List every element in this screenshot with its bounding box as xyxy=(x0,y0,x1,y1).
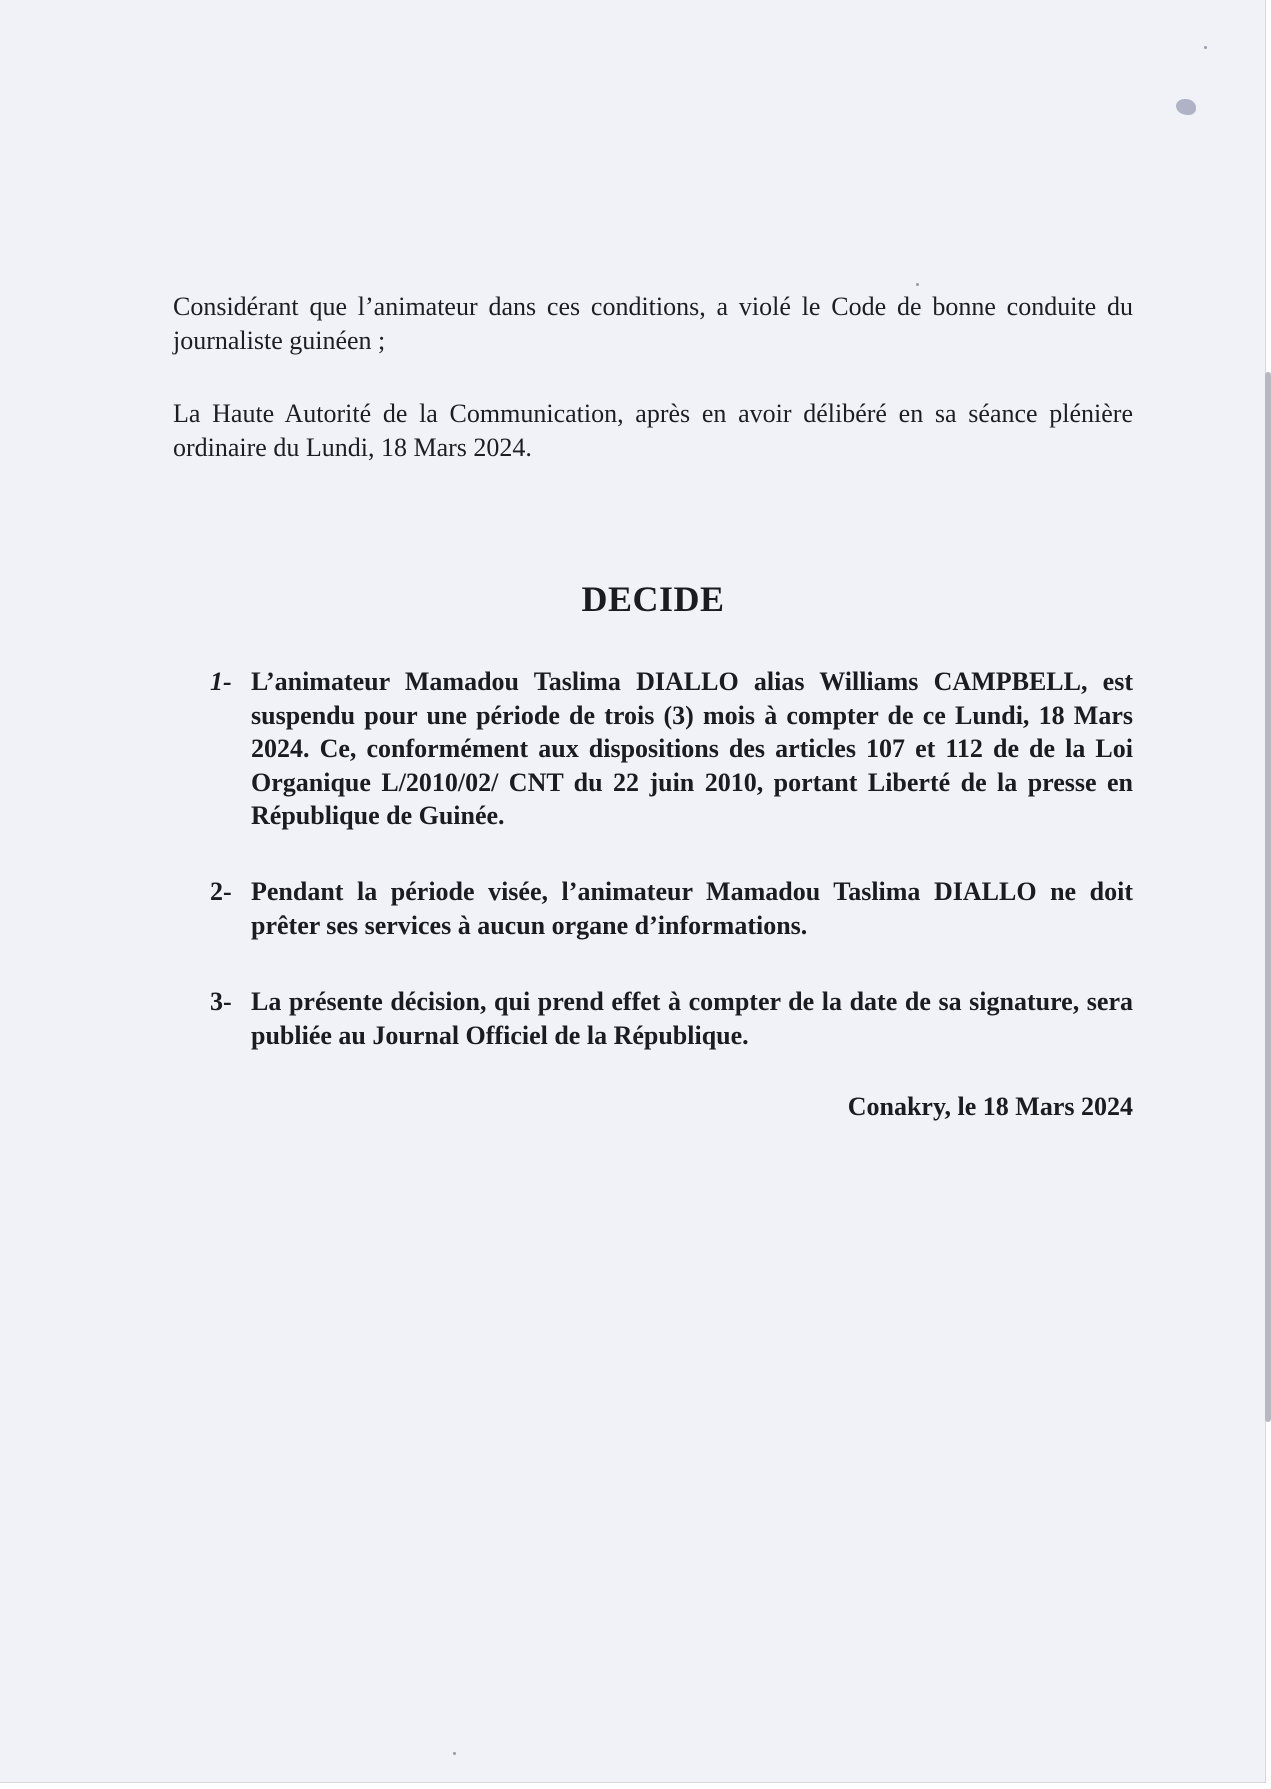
place-date-line: Conakry, le 18 Mars 2024 xyxy=(847,1092,1133,1121)
article-item xyxy=(210,665,1133,833)
decide-heading: DECIDE xyxy=(581,579,725,619)
scan-speck xyxy=(453,1752,456,1755)
article-text: L’animateur Mamadou Taslima DIALLO alias Williams CAMPBELL, est suspendu pour une période de trois (3) mois à compter de ce Lundi, 18 Mars 2024. Ce, conformément aux dispositions des articles 107 et 112 de de la Loi Organique L/2010/02/ CNT du 22 juin 2010, portant Liberté de la presse en République de Guinée. xyxy=(251,667,1133,830)
article-number: 3- xyxy=(210,987,232,1016)
article-item xyxy=(210,985,1133,1052)
scan-speck xyxy=(916,283,919,286)
article-number: 1- xyxy=(210,667,232,696)
scrollbar-thumb[interactable] xyxy=(1265,372,1271,1422)
article-number: 2- xyxy=(210,877,232,906)
article-item xyxy=(210,875,1133,942)
considerant-paragraph: Considérant que l’animateur dans ces conditions, a violé le Code de bonne conduite du journaliste guinéen ; xyxy=(173,292,1133,355)
scan-speck xyxy=(1204,46,1207,49)
article-text: Pendant la période visée, l’animateur Mamadou Taslima DIALLO ne doit prêter ses services à aucun organe d’informations. xyxy=(251,877,1133,940)
scan-smudge xyxy=(1176,99,1196,115)
vertical-scrollbar[interactable] xyxy=(1265,372,1271,1422)
article-text: La présente décision, qui prend effet à compter de la date de sa signature, sera publiée au Journal Officiel de la République. xyxy=(251,987,1133,1050)
deliberation-paragraph: La Haute Autorité de la Communication, après en avoir délibéré en sa séance plénière ordinaire du Lundi, 18 Mars 2024. xyxy=(173,399,1133,462)
